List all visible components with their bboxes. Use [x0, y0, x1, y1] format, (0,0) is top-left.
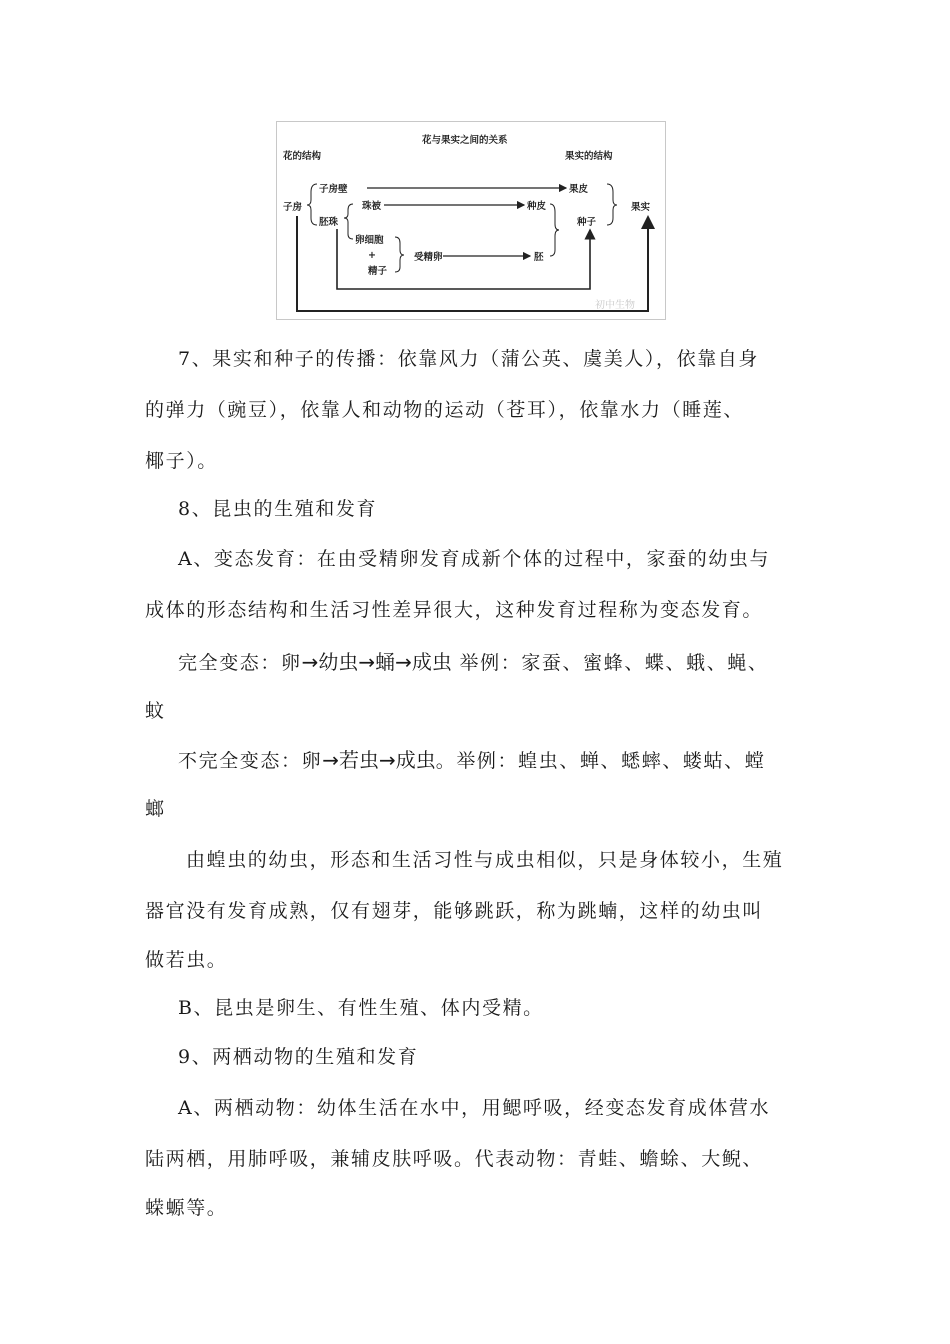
- diagram-braces: [307, 184, 617, 272]
- p8b-line: B、昆虫是卵生、有性生殖、体内受精。: [178, 997, 544, 1019]
- p7-line1: 7、果实和种子的传播：依靠风力（蒲公英、虞美人），依靠自身: [178, 348, 759, 370]
- complete-stages: →幼虫→蛹→成虫: [301, 650, 452, 674]
- p7-line3: 椰子）。: [145, 450, 218, 472]
- node-plus: +: [368, 250, 376, 261]
- diagram-title: 花与果实之间的关系: [422, 135, 508, 146]
- incomplete-stages: →若虫→成虫: [322, 748, 436, 772]
- node-jingzi: 精子: [368, 266, 388, 277]
- relationship-diagram-svg: [277, 122, 667, 321]
- nymph-line2: 器官没有发育成熟，仅有翅芽，能够跳跃，称为跳蝻，这样的幼虫叫: [145, 900, 764, 922]
- watermark-text: 初中生物: [595, 300, 635, 311]
- incomplete-line2: 螂: [145, 798, 166, 820]
- p9a-line2: 陆两栖，用肺呼吸，兼辅皮肤呼吸。代表动物：青蛙、蟾蜍、大鲵、: [145, 1148, 764, 1170]
- node-guoshi: 果实: [631, 202, 651, 213]
- node-pei: 胚: [534, 252, 544, 263]
- nymph-line1: 由蝗虫的幼虫，形态和生活习性与成虫相似，只是身体较小，生殖: [186, 849, 784, 871]
- complete-metamorphosis-line: [178, 649, 858, 676]
- complete-line2: 蚊: [145, 700, 166, 722]
- node-zhubei: 珠被: [362, 201, 382, 212]
- node-zifangbi: 子房壁: [319, 184, 348, 195]
- complete-examples: 举例：家蚕、蜜蜂、蝶、蛾、蝇、: [459, 652, 769, 674]
- p9a-line1: A、两栖动物：幼体生活在水中，用鳃呼吸，经变态发育成体营水: [178, 1097, 771, 1119]
- p7-line2: 的弹力（豌豆），依靠人和动物的运动（苍耳），依靠水力（睡莲、: [145, 399, 745, 421]
- node-zhongzi: 种子: [577, 217, 597, 228]
- incomplete-examples: 。举例：蝗虫、蝉、蟋蟀、蝼蛄、螳: [435, 750, 766, 772]
- p8a-line2: 成体的形态结构和生活习性差异很大，这种发育过程称为变态发育。: [145, 599, 764, 621]
- node-peizhu: 胚珠: [319, 217, 339, 228]
- nymph-line3: 做若虫。: [145, 949, 228, 971]
- fruit-structure-heading: 果实的结构: [565, 151, 613, 162]
- complete-lead: 完全变态：卵: [178, 652, 302, 674]
- diagram-arrows: [297, 188, 648, 311]
- p9a-line3: 蝾螈等。: [145, 1197, 228, 1219]
- incomplete-metamorphosis-line: [178, 747, 858, 774]
- section-8-heading: 8、昆虫的生殖和发育: [178, 498, 378, 520]
- node-guopi: 果皮: [569, 184, 589, 195]
- node-luanxibao: 卵细胞: [355, 235, 384, 246]
- flower-fruit-diagram: [276, 121, 666, 320]
- section-9-heading: 9、两栖动物的生殖和发育: [178, 1046, 419, 1068]
- flower-structure-heading: 花的结构: [283, 151, 322, 162]
- p8a-line1: A、变态发育：在由受精卵发育成新个体的过程中，家蚕的幼虫与: [178, 548, 771, 570]
- incomplete-lead: 不完全变态：卵: [178, 750, 323, 772]
- node-zhongpi: 种皮: [527, 201, 547, 212]
- node-shoujingluan: 受精卵: [414, 252, 443, 263]
- node-zifang: 子房: [283, 202, 303, 213]
